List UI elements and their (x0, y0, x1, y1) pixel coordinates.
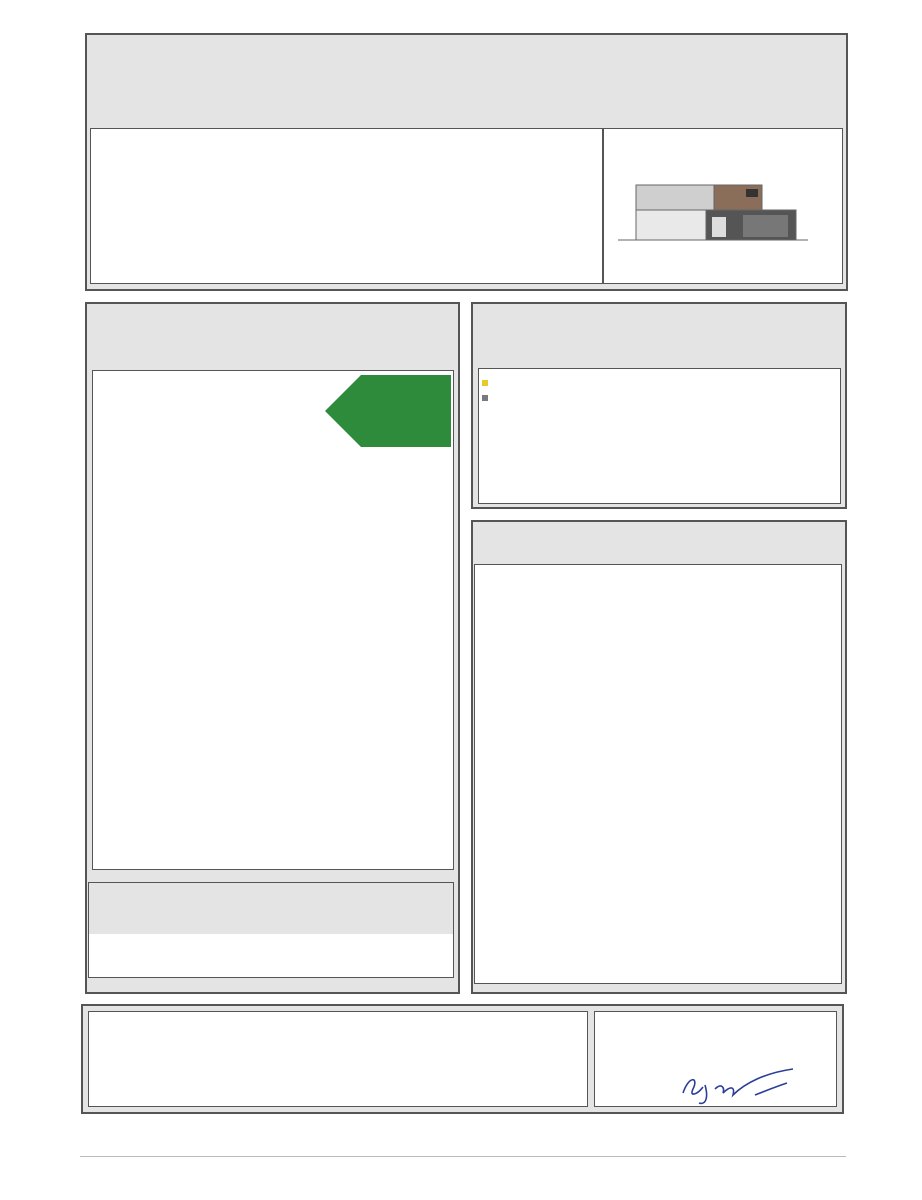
footer-divider (80, 1156, 846, 1157)
requirements-result-box (88, 934, 454, 978)
energy-pie-chart (710, 382, 834, 506)
signature-image (675, 1065, 805, 1107)
current-class-arrow (325, 375, 451, 447)
specialist-left (88, 1011, 588, 1107)
legend-item (482, 378, 488, 389)
legend-swatch (482, 395, 488, 401)
legend-swatch (482, 380, 488, 386)
building-picture (618, 175, 808, 245)
building-info-box (90, 128, 603, 284)
legend-item (482, 393, 488, 404)
indicators-table (474, 564, 842, 984)
